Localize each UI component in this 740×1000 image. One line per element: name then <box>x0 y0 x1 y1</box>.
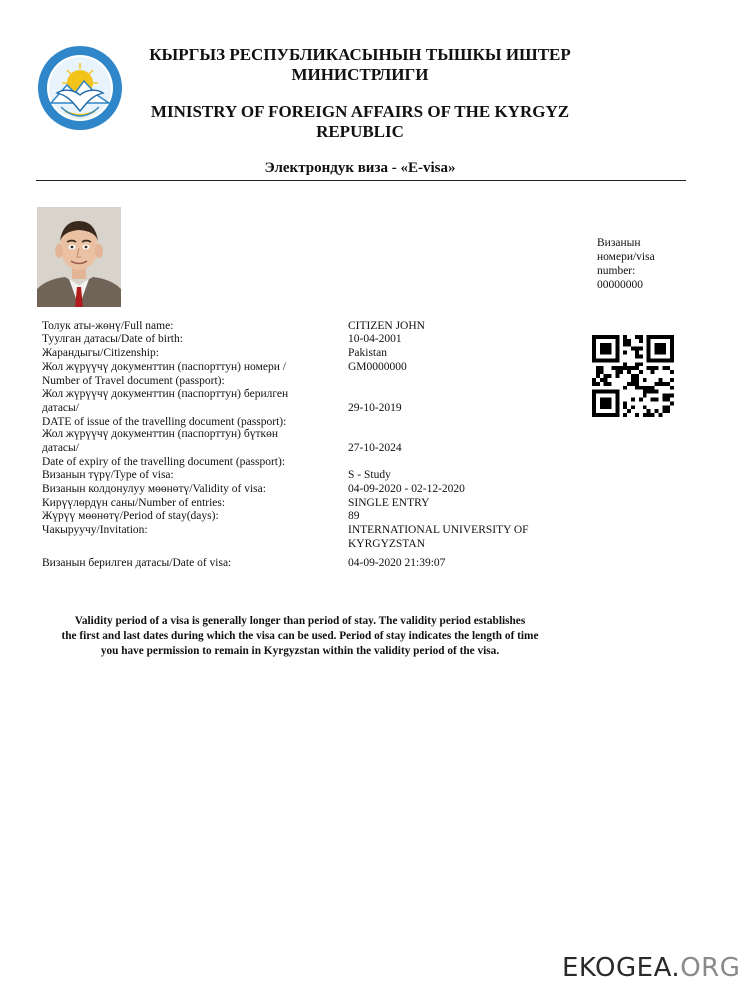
ministry-title-kyrgyz-line1: КЫРГЫЗ РЕСПУБЛИКАСЫНЫН ТЫШКЫ ИШТЕР <box>149 45 571 64</box>
ministry-title-english-line1: MINISTRY OF FOREIGN AFFAIRS OF THE KYRGYZ <box>150 102 570 121</box>
value-full-name: CITIZEN JOHN <box>348 320 425 332</box>
ministry-title-kyrgyz <box>140 45 580 85</box>
value-invitation-line2: KYRGYZSTAN <box>348 537 426 550</box>
label-issue-date-line2: датасы/ <box>42 401 79 414</box>
value-number-of-entries: SINGLE ENTRY <box>348 497 430 509</box>
label-invitation: Чакыруучу/Invitation: <box>42 524 148 536</box>
validity-notice-line2: the first and last dates during which the visa can be used. Period of stay indicates the length of time <box>61 630 539 642</box>
validity-notice <box>40 614 560 659</box>
value-travel-document-number: GM0000000 <box>348 361 407 373</box>
visa-number-label-line1: Визанын <box>597 237 641 249</box>
watermark-main: EKOGEA. <box>562 953 681 983</box>
visa-number-label-line3: number: <box>597 265 636 277</box>
label-expiry-date-line1: Жол жүрүүчү документтин (паспорттун) бүткөн <box>42 428 279 440</box>
label-visa-type: Визанын түрү/Type of visa: <box>42 469 174 481</box>
ministry-title-kyrgyz-line2: МИНИСТРЛИГИ <box>291 65 429 84</box>
label-travel-document-number-line2: Number of Travel document (passport): <box>42 374 225 387</box>
value-validity: 04-09-2020 - 02-12-2020 <box>348 483 465 495</box>
value-visa-type: S - Study <box>348 469 391 481</box>
evisa-title: Электрондук виза - «E-visa» <box>264 160 456 176</box>
value-date-of-birth: 10-04-2001 <box>348 333 402 345</box>
kyrgyz-emblem <box>37 45 123 131</box>
label-full-name: Толук аты-жөнү/Full name: <box>42 320 174 332</box>
qr-code <box>591 335 675 417</box>
visa-number-label-line2: номери/visa <box>597 251 655 263</box>
label-date-of-birth: Туулган датасы/Date of birth: <box>42 333 183 345</box>
validity-notice-line3: you have permission to remain in Kyrgyzstan within the validity period of the visa. <box>100 645 500 657</box>
watermark-tld: ORG <box>680 953 740 983</box>
label-expiry-date-line3: Date of expiry of the travelling document (passport): <box>42 455 286 468</box>
applicant-photo <box>37 207 121 307</box>
label-travel-document-number <box>42 361 286 389</box>
label-issue-date-line3: DATE of issue of the travelling document (passport): <box>42 415 287 428</box>
value-issue-date: 29-10-2019 <box>348 402 402 414</box>
label-expiry-date <box>42 428 285 469</box>
label-citizenship: Жарандыгы/Citizenship: <box>42 347 159 359</box>
ministry-title-english-line2: REPUBLIC <box>316 122 404 141</box>
label-issue-date-line1: Жол жүрүүчү документтин (паспорттун) берилген <box>42 388 289 400</box>
ministry-title-english <box>140 102 580 142</box>
value-invitation <box>348 524 529 552</box>
label-issue-date <box>42 388 288 429</box>
watermark <box>562 953 740 983</box>
value-citizenship: Pakistan <box>348 347 387 359</box>
validity-notice-line1: Validity period of a visa is generally longer than period of stay. The validity period establishes <box>74 615 526 627</box>
label-validity: Визанын колдонулуу мөөнөтү/Validity of visa: <box>42 483 266 495</box>
visa-number-value: 00000000 <box>597 279 643 291</box>
label-period-of-stay: Жүрүү мөөнөтү/Period of stay(days): <box>42 510 219 522</box>
value-invitation-line1: INTERNATIONAL UNIVERSITY OF <box>348 524 529 536</box>
label-number-of-entries: Кирүүлөрдүн саны/Number of entries: <box>42 497 226 509</box>
value-date-of-visa: 04-09-2020 21:39:07 <box>348 557 446 569</box>
label-travel-document-number-line1: Жол жүрүүчү документтин (паспорттун) номери / <box>42 361 286 373</box>
label-expiry-date-line2: датасы/ <box>42 441 79 454</box>
value-expiry-date: 27-10-2024 <box>348 442 402 454</box>
visa-number-block <box>597 236 697 292</box>
value-period-of-stay: 89 <box>348 510 360 522</box>
label-date-of-visa: Визанын берилген датасы/Date of visa: <box>42 557 232 569</box>
header-divider <box>36 180 686 181</box>
